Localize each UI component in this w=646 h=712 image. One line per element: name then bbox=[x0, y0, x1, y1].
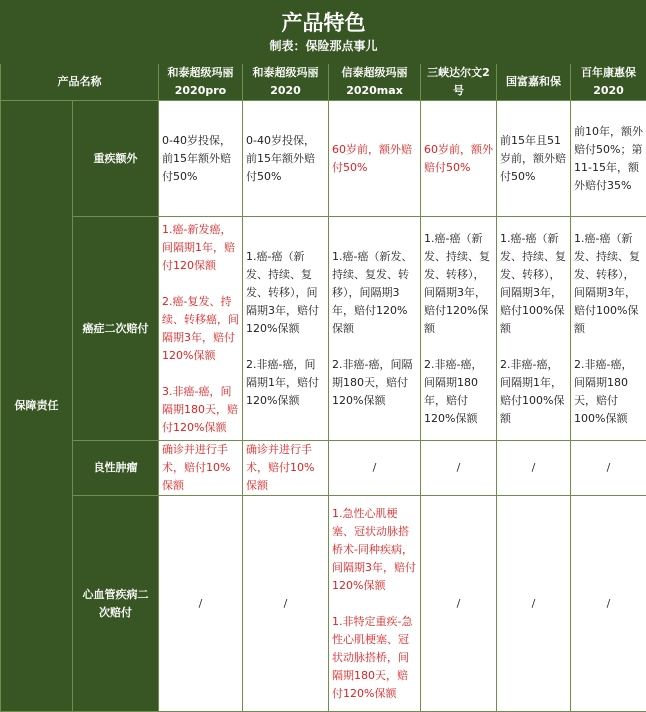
benefit-cell-text: 0-40岁投保，前15年额外赔付50% bbox=[162, 132, 239, 186]
benefit-cell-text: 1.非特定重疾-急性心肌梗塞、冠状动脉搭桥，间隔期180天，赔付120%保额 bbox=[332, 613, 417, 703]
benefit-cell bbox=[329, 101, 421, 217]
benefit-cell bbox=[571, 496, 646, 712]
product-header bbox=[243, 64, 329, 101]
product-header-line: 2020pro bbox=[162, 82, 239, 100]
benefit-cell bbox=[329, 496, 421, 712]
product-header-line: 和泰超级玛丽 bbox=[246, 64, 325, 82]
benefit-cell bbox=[329, 441, 421, 496]
benefit-cell-text: 2.非癌-癌，间隔期1年，赔付120%保额 bbox=[246, 356, 325, 410]
title-cell bbox=[1, 1, 646, 64]
benefit-label-line: 心血管疾病二 bbox=[76, 586, 155, 604]
product-header-line: 国富嘉和保 bbox=[500, 73, 567, 91]
benefit-row bbox=[1, 441, 646, 496]
benefit-cell-text: 3.非癌-癌，间隔期180天，赔付120%保额 bbox=[162, 383, 239, 437]
product-header-line: 号 bbox=[424, 82, 493, 100]
product-header-line: 三峡达尔文2 bbox=[424, 64, 493, 82]
benefit-row bbox=[1, 217, 646, 441]
product-header-line: 和泰超级玛丽 bbox=[162, 64, 239, 82]
benefit-cell-text: 1.癌-新发癌，间隔期1年，赔付120保额 bbox=[162, 221, 239, 275]
benefit-cell bbox=[243, 101, 329, 217]
benefit-cell-text: 2.非癌-癌，间隔期180天，赔付120%保额 bbox=[332, 356, 417, 410]
benefit-cell-text: / bbox=[246, 595, 325, 613]
benefit-cell-text: 1.癌-癌（新发、持续、复发、转移），间隔期3年，赔付100%保额 bbox=[500, 230, 567, 338]
benefit-label-line: 良性肿瘤 bbox=[76, 459, 155, 477]
product-header bbox=[329, 64, 421, 101]
product-header bbox=[571, 64, 646, 101]
title-row bbox=[1, 1, 646, 64]
product-header-line: 2020 bbox=[246, 82, 325, 100]
benefit-label-line: 重疾额外 bbox=[76, 150, 155, 168]
benefit-cell bbox=[571, 217, 646, 441]
benefit-cell bbox=[159, 101, 243, 217]
benefit-cell bbox=[497, 101, 571, 217]
benefit-cell-text: 1.癌-癌（新发、持续、复发、转移），间隔期3年，赔付100%保额 bbox=[574, 230, 643, 338]
benefit-cell-text: / bbox=[424, 595, 493, 613]
benefit-cell-text: 确诊并进行手术，赔付10%保额 bbox=[246, 441, 325, 495]
benefit-cell-text: 1.癌-癌（新发、持续、复发、转移），间隔期3年，赔付120%保额 bbox=[246, 248, 325, 338]
product-header-line: 2020max bbox=[332, 82, 417, 100]
benefit-cell bbox=[159, 496, 243, 712]
benefit-cell bbox=[159, 441, 243, 496]
benefit-cell-text: 2.癌-复发、持续、转移癌，间隔期3年，赔付120%保额 bbox=[162, 293, 239, 365]
benefit-cell bbox=[243, 217, 329, 441]
benefit-cell-text: 2.非癌-癌，间隔期180天，赔付100%保额 bbox=[574, 356, 643, 428]
benefit-cell bbox=[497, 496, 571, 712]
benefit-row bbox=[1, 496, 646, 712]
benefit-cell bbox=[571, 441, 646, 496]
benefit-cell bbox=[421, 441, 497, 496]
benefit-cell-text: / bbox=[424, 459, 493, 477]
header-row bbox=[1, 64, 646, 101]
benefit-cell-text: / bbox=[500, 595, 567, 613]
benefit-cell bbox=[421, 101, 497, 217]
benefit-cell-text: / bbox=[500, 459, 567, 477]
benefit-cell bbox=[497, 441, 571, 496]
product-header-line: 2020 bbox=[574, 82, 643, 100]
benefit-cell-text: 60岁前，额外赔付50% bbox=[424, 141, 493, 177]
benefit-cell-text: / bbox=[574, 459, 643, 477]
benefit-label bbox=[73, 441, 159, 496]
product-name-header: 产品名称 bbox=[1, 64, 159, 101]
benefit-cell-text: / bbox=[162, 595, 239, 613]
benefit-cell bbox=[571, 101, 646, 217]
product-header-line: 百年康惠保 bbox=[574, 64, 643, 82]
benefit-cell bbox=[497, 217, 571, 441]
benefit-label-line: 癌症二次赔付 bbox=[76, 320, 155, 338]
benefit-cell-text: 1.癌-癌（新发、持续、复发、转移），间隔期3年，赔付120%保额 bbox=[424, 230, 493, 338]
benefit-cell-text: / bbox=[332, 459, 417, 477]
page-title: 产品特色 bbox=[4, 9, 643, 37]
benefit-cell-text: 确诊并进行手术，赔付10%保额 bbox=[162, 441, 239, 495]
benefit-label-line: 次赔付 bbox=[76, 604, 155, 622]
benefit-row bbox=[1, 101, 646, 217]
product-header bbox=[497, 64, 571, 101]
product-header bbox=[159, 64, 243, 101]
benefit-label bbox=[73, 217, 159, 441]
benefit-cell bbox=[421, 496, 497, 712]
benefit-cell-text: 前10年，额外赔付50%；第11-15年，额外赔付35% bbox=[574, 123, 643, 195]
benefit-cell-text: 1.癌-癌（新发、持续、复发、转移），间隔期3年，赔付120%保额 bbox=[332, 248, 417, 338]
benefit-cell-text: 前15年且51岁前，额外赔付50% bbox=[500, 132, 567, 186]
page-subtitle: 制表：保险那点事儿 bbox=[4, 37, 643, 55]
benefit-cell bbox=[329, 217, 421, 441]
product-header-line: 信泰超级玛丽 bbox=[332, 64, 417, 82]
category-label: 保障责任 bbox=[1, 101, 73, 712]
benefit-cell-text: 0-40岁投保，前15年额外赔付50% bbox=[246, 132, 325, 186]
benefit-cell bbox=[243, 441, 329, 496]
benefit-cell-text: / bbox=[574, 595, 643, 613]
benefit-cell bbox=[243, 496, 329, 712]
benefit-label bbox=[73, 101, 159, 217]
benefit-cell bbox=[159, 217, 243, 441]
benefit-cell-text: 2.非癌-癌，间隔期1年，赔付100%保额 bbox=[500, 356, 567, 428]
benefit-cell-text: 60岁前，额外赔付50% bbox=[332, 141, 417, 177]
product-header bbox=[421, 64, 497, 101]
benefit-cell bbox=[421, 217, 497, 441]
benefit-label bbox=[73, 496, 159, 712]
benefit-cell-text: 2.非癌-癌，间隔期180年，赔付120%保额 bbox=[424, 356, 493, 428]
benefit-cell-text: 1.急性心肌梗塞、冠状动脉搭桥术-同种疾病，间隔期3年，赔付120%保额 bbox=[332, 505, 417, 595]
